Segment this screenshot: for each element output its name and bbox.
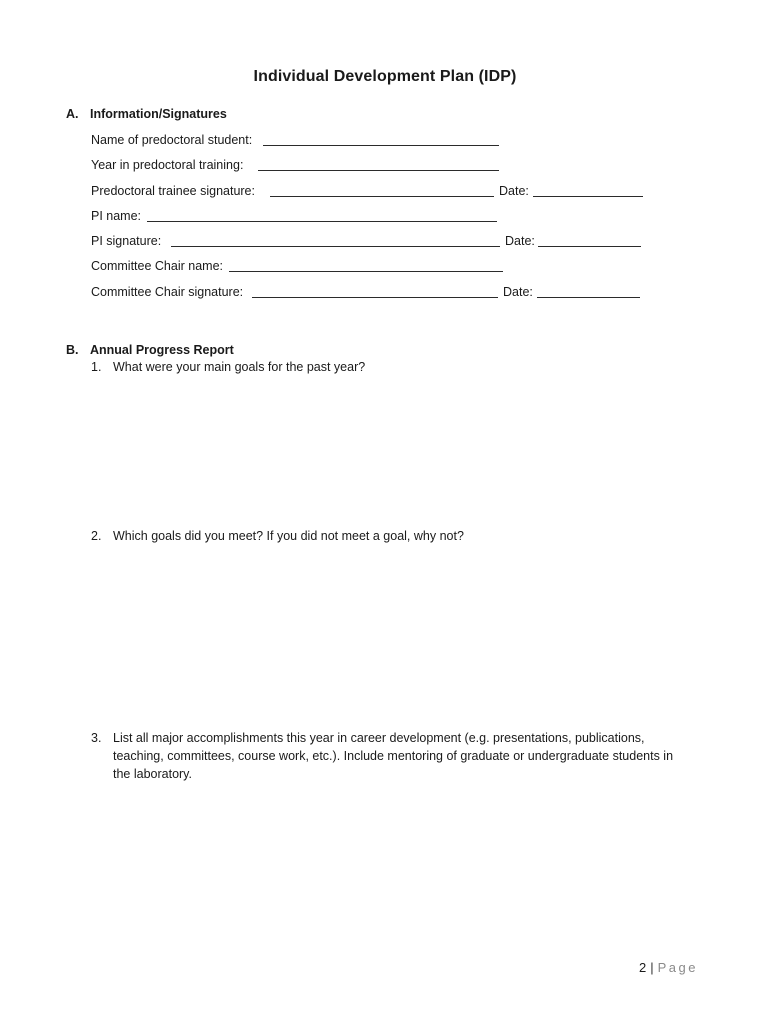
document-title: Individual Development Plan (IDP) bbox=[253, 68, 517, 85]
pi-name-line[interactable] bbox=[147, 221, 497, 222]
chair-name-line[interactable] bbox=[229, 271, 503, 272]
section-b-heading bbox=[66, 343, 234, 357]
field-label-pi-name: PI name: bbox=[91, 209, 142, 223]
field-label-student-name: Name of predoctoral student: bbox=[91, 133, 253, 147]
field-label-trainee-signature: Predoctoral trainee signature: bbox=[91, 184, 255, 198]
section-a-letter: A. bbox=[66, 107, 79, 121]
student-name-line[interactable] bbox=[263, 145, 499, 146]
field-label-training-year: Year in predoctoral training: bbox=[91, 158, 244, 172]
trainee-signature-line[interactable] bbox=[270, 196, 494, 197]
question-2-number: 2. bbox=[91, 529, 102, 543]
chair-signature-line[interactable] bbox=[252, 297, 498, 298]
question-1-text: What were your main goals for the past year? bbox=[113, 360, 366, 374]
trainee-date-line[interactable] bbox=[533, 196, 643, 197]
pi-date-label: Date: bbox=[505, 234, 535, 248]
field-label-chair-signature: Committee Chair signature: bbox=[91, 285, 244, 299]
pi-signature-line[interactable] bbox=[171, 246, 500, 247]
pi-date-line[interactable] bbox=[538, 246, 641, 247]
question-3 bbox=[91, 729, 701, 789]
question-2-text: Which goals did you meet? If you did not meet a goal, why not? bbox=[113, 529, 464, 543]
section-b-letter: B. bbox=[66, 343, 79, 357]
section-b-title: Annual Progress Report bbox=[90, 343, 234, 357]
question-3-text: List all major accomplishments this year in career development (e.g. presentations, publications, teaching, committees, course work, etc.). Include mentoring of graduate or undergraduate students in the laboratory. bbox=[113, 731, 674, 781]
page-number: 2 bbox=[639, 960, 647, 975]
field-label-pi-signature: PI signature: bbox=[91, 234, 162, 248]
page-separator: | bbox=[650, 960, 654, 975]
question-1 bbox=[91, 358, 701, 378]
section-a-title: Information/Signatures bbox=[90, 107, 227, 121]
trainee-date-label: Date: bbox=[499, 184, 529, 198]
field-label-chair-name: Committee Chair name: bbox=[91, 259, 223, 273]
question-3-number: 3. bbox=[91, 731, 102, 745]
question-2 bbox=[91, 527, 701, 547]
question-1-number: 1. bbox=[91, 360, 102, 374]
page-word: Page bbox=[657, 960, 698, 975]
page-footer bbox=[639, 960, 698, 975]
section-a-heading bbox=[66, 107, 227, 121]
chair-date-line[interactable] bbox=[537, 297, 640, 298]
training-year-line[interactable] bbox=[258, 170, 499, 171]
chair-date-label: Date: bbox=[503, 285, 533, 299]
